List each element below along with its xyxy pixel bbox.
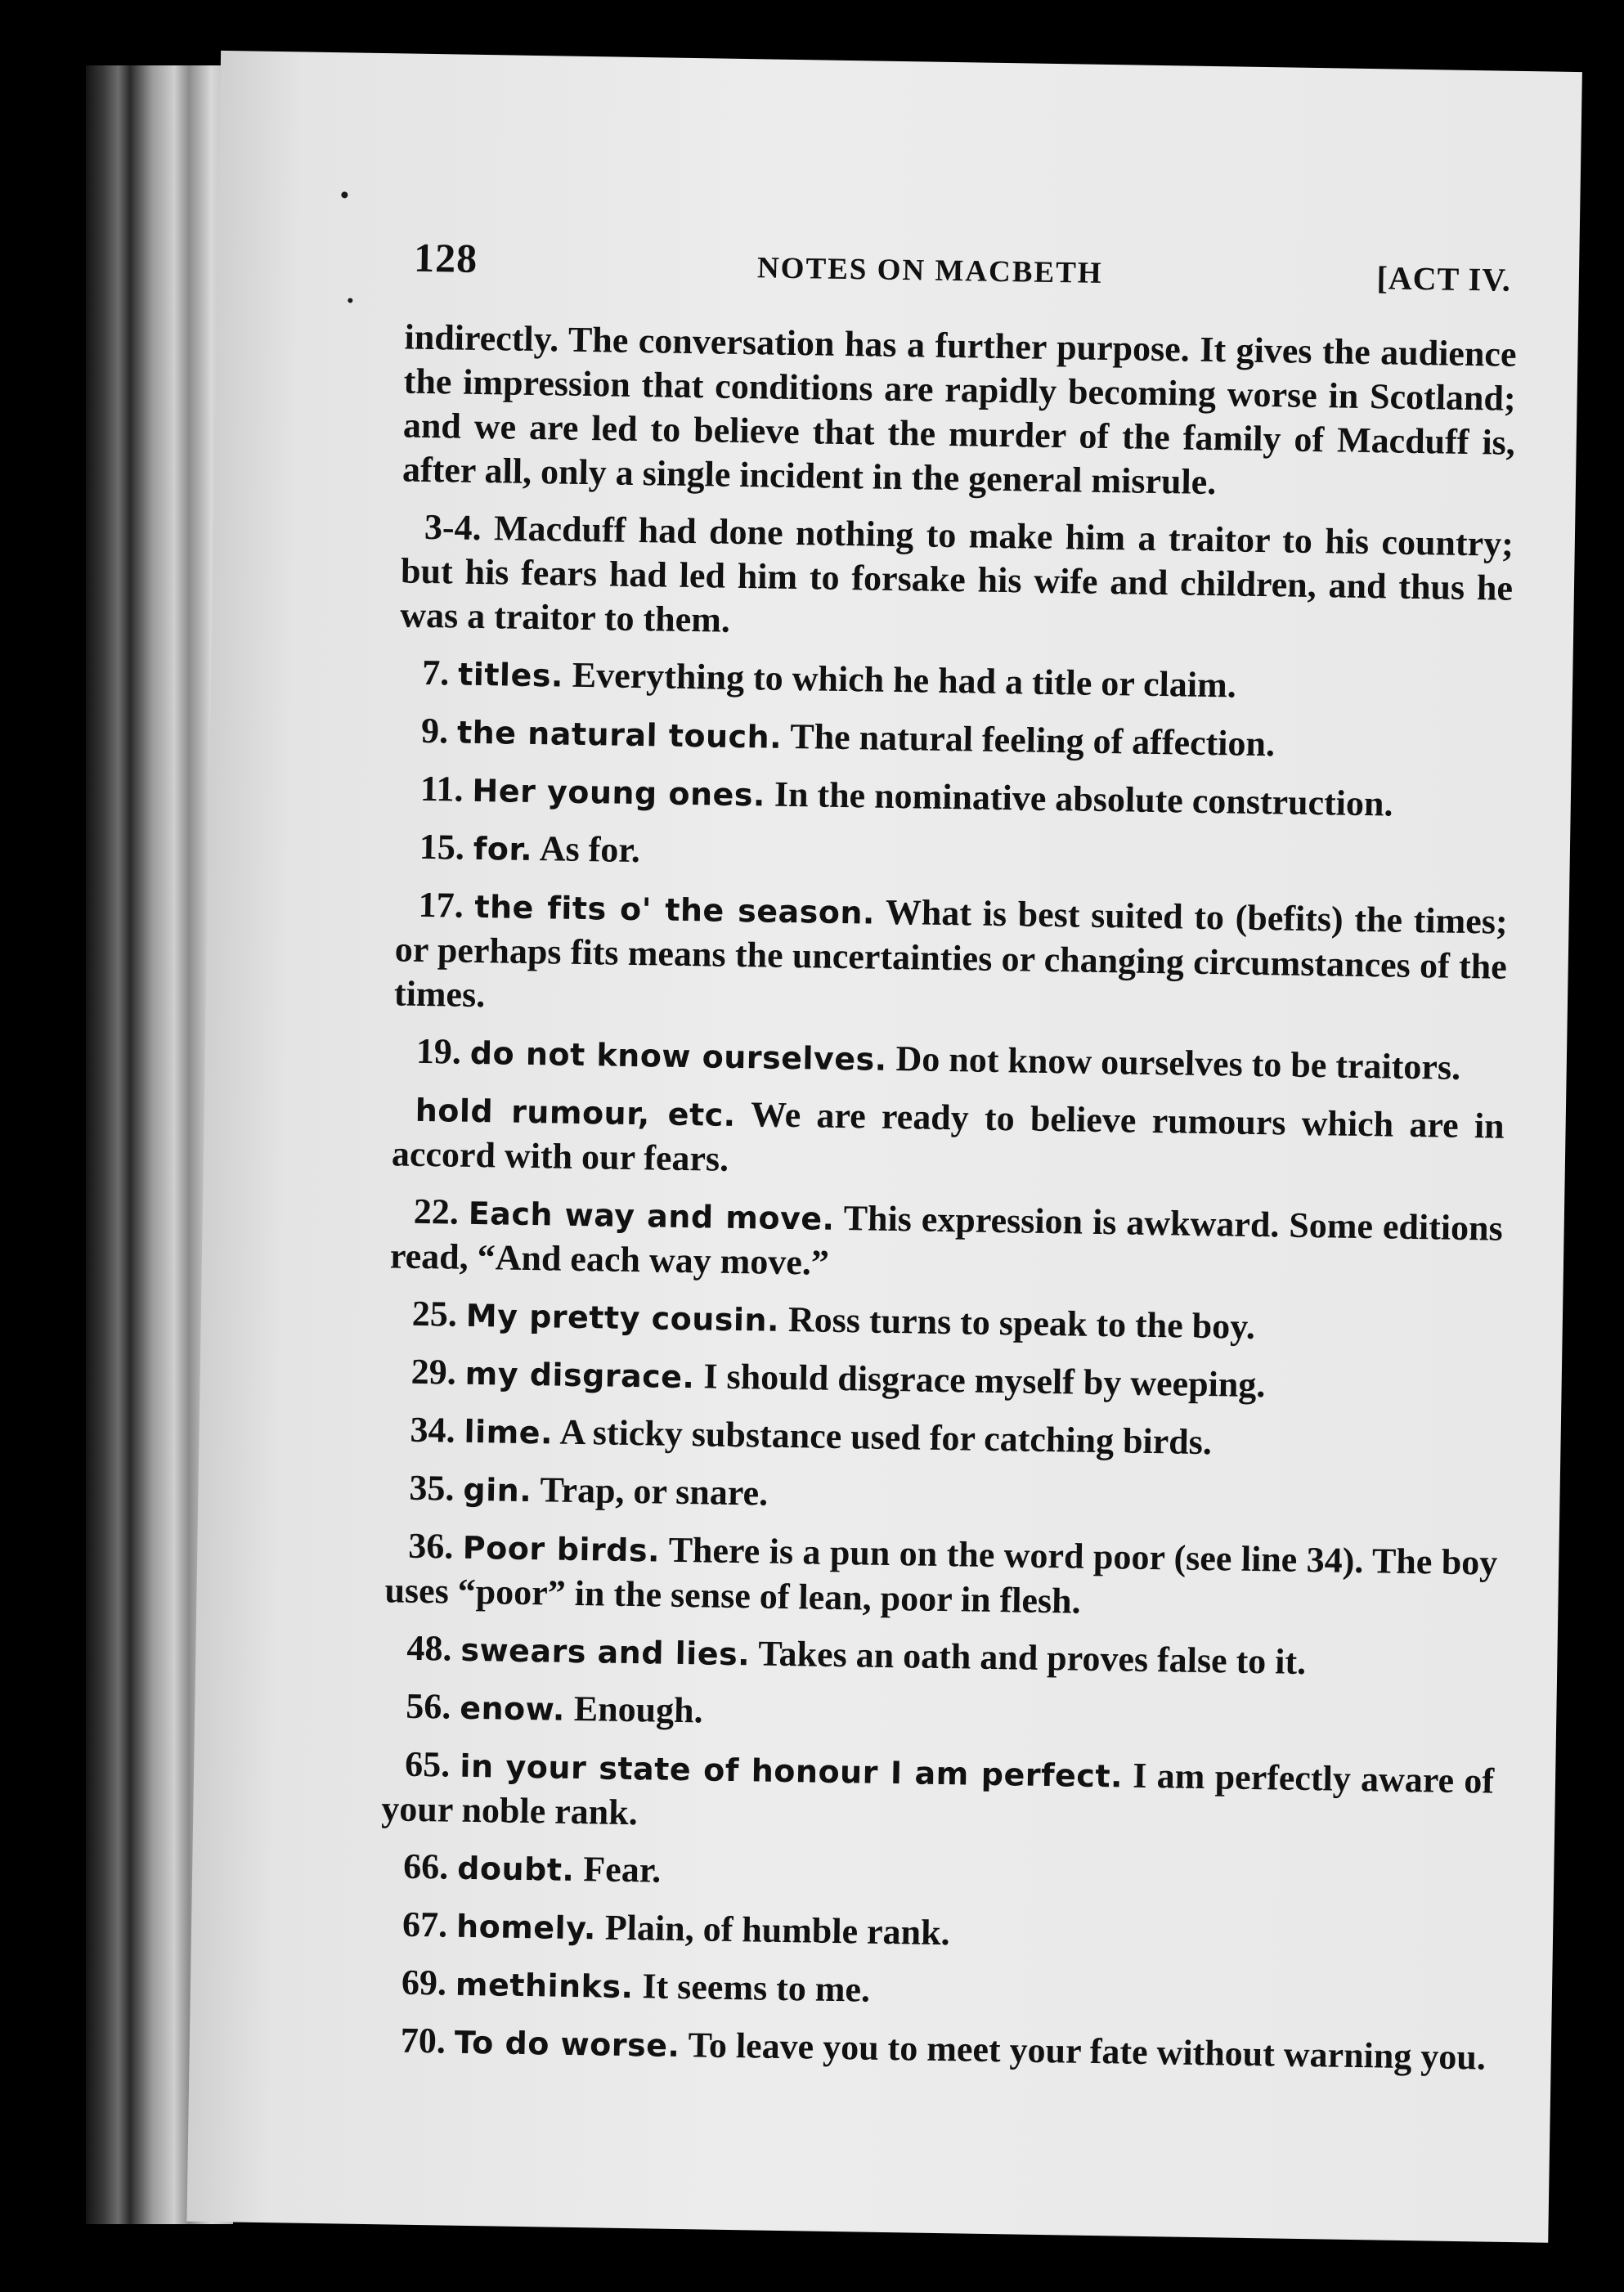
note-entry [379, 1902, 1492, 1964]
page-number: 128 [413, 234, 478, 281]
note-entry [392, 1087, 1505, 1193]
act-label: [ACT IV. [1376, 259, 1512, 298]
note-gloss: Macduff had done nothing to make him a traitor to his country; but his fears had led him to forsake his wife and children, and thus he was a traitor to them. [399, 508, 1514, 640]
note-line-number: 70. [400, 2020, 446, 2061]
note-entry [396, 824, 1509, 886]
note-gloss: I should disgrace myself by weeping. [703, 1356, 1266, 1406]
note-line-number: 19. [415, 1030, 462, 1072]
book-page [186, 51, 1581, 2243]
note-lemma: titles. [457, 656, 564, 694]
note-line-number: 48. [406, 1627, 452, 1669]
note-lemma: the fits o' the season. [474, 888, 876, 931]
note-lemma: To do worse. [454, 2024, 680, 2065]
note-gloss: Fear. [583, 1849, 662, 1891]
note-lemma: swears and lies. [460, 1631, 751, 1673]
note-line-number: 69. [401, 1962, 447, 2003]
note-entry [394, 882, 1508, 1033]
note-gloss: Takes an oath and proves false to it. [757, 1633, 1307, 1683]
note-line-number: 56. [405, 1685, 451, 1727]
note-gloss: A sticky substance used for catching birds. [559, 1411, 1213, 1463]
note-lemma: homely. [455, 1908, 597, 1947]
ink-speck [348, 298, 352, 303]
note-entry [386, 1465, 1499, 1527]
note-line-number: 66. [402, 1846, 449, 1887]
note-gloss: Enough. [573, 1688, 703, 1731]
note-lemma: Each way and move. [468, 1195, 835, 1237]
note-line-number: 36. [408, 1525, 454, 1567]
note-entry [387, 1407, 1500, 1469]
note-lemma: My pretty cousin. [465, 1297, 780, 1339]
note-gloss: Plain, of humble rank. [604, 1907, 950, 1953]
note-lemma: my disgrace. [464, 1355, 695, 1396]
page-text-block [377, 234, 1518, 2094]
ink-speck [341, 191, 348, 198]
note-entry [400, 505, 1514, 654]
note-gloss: indirectly. The conversation has a further purpose. It gives the audience the impression that conditions are rapidly becoming worse in Scotland; and we are led to believe that the murder of the family of Macduff is, after all, only a single incident in the general misrule. [402, 316, 1517, 503]
note-line-number: 7. [421, 652, 450, 693]
note-entry [397, 766, 1510, 828]
note-entry [393, 1029, 1505, 1091]
note-entry [398, 708, 1511, 770]
note-entry [384, 1523, 1498, 1630]
note-line-number: 9. [420, 710, 449, 751]
note-entry [384, 1626, 1496, 1688]
note-line-number: 11. [419, 768, 464, 810]
note-lemma: doubt. [456, 1850, 575, 1888]
note-entry [388, 1291, 1501, 1353]
note-line-number: 67. [402, 1904, 448, 1945]
note-gloss: The natural feeling of affection. [789, 715, 1276, 765]
note-entry [383, 1684, 1496, 1746]
note-entry [379, 1960, 1492, 2022]
note-entry [399, 650, 1512, 712]
note-lemma: Her young ones. [472, 772, 766, 814]
note-entry [377, 2018, 1490, 2080]
page-header [405, 234, 1518, 333]
note-lemma: enow. [459, 1689, 566, 1728]
running-head: NOTES ON MACBETH [756, 251, 1103, 290]
note-gloss: Do not know ourselves to be traitors. [895, 1038, 1461, 1088]
note-entry [381, 1742, 1495, 1848]
note-entry [380, 1844, 1493, 1906]
note-entry [388, 1349, 1501, 1411]
note-gloss: This expression is awkward. Some editions read, “And each way move.” [389, 1198, 1504, 1283]
note-gloss: As for. [539, 828, 641, 871]
note-lemma: for. [473, 830, 533, 868]
note-lemma: the natural touch. [456, 714, 783, 756]
note-gloss: Everything to which he had a title or claim. [572, 654, 1237, 706]
note-gloss: It seems to me. [642, 1966, 871, 2010]
note-lemma: do not know ourselves. [469, 1034, 887, 1078]
note-line-number: 34. [410, 1409, 456, 1451]
notes-list [377, 315, 1516, 2080]
note-lemma: in your state of honour I am perfect. [460, 1747, 1124, 1795]
note-entry [390, 1189, 1504, 1295]
note-gloss: Ross turns to speak to the boy. [787, 1299, 1256, 1347]
note-line-number: 29. [410, 1351, 457, 1393]
note-lemma: methinks. [455, 1966, 634, 2006]
note-line-number: 65. [404, 1743, 451, 1785]
note-gloss: I am perfectly aware of your noble rank. [380, 1755, 1495, 1833]
note-lemma: lime. [464, 1413, 554, 1451]
note-line-number: 3-4. [424, 506, 482, 548]
note-lemma: gin. [463, 1471, 532, 1509]
note-gloss: There is a pun on the word poor (see line 34). The boy uses “poor” in the sense of lean, poor in flesh. [384, 1529, 1498, 1621]
note-gloss: Trap, or snare. [540, 1469, 769, 1514]
note-gloss: What is best suited to (befits) the times; or perhaps fits means the uncertainties or changing circumstances of the times. [393, 891, 1508, 1016]
note-line-number: 25. [411, 1293, 458, 1334]
note-gloss: To leave you to meet your fate without warning you. [688, 2025, 1487, 2078]
note-gloss: In the nominative absolute construction. [774, 774, 1393, 824]
note-lemma: Poor birds. [462, 1529, 661, 1569]
note-line-number: 35. [409, 1467, 455, 1509]
note-line-number: 15. [419, 826, 465, 868]
note-entry [402, 315, 1517, 509]
note-line-number: 17. [418, 884, 464, 926]
note-line-number: 22. [413, 1191, 460, 1232]
note-gloss: We are ready to believe rumours which are in accord with our fears. [391, 1094, 1505, 1179]
note-lemma: hold rumour, etc. [415, 1092, 736, 1133]
